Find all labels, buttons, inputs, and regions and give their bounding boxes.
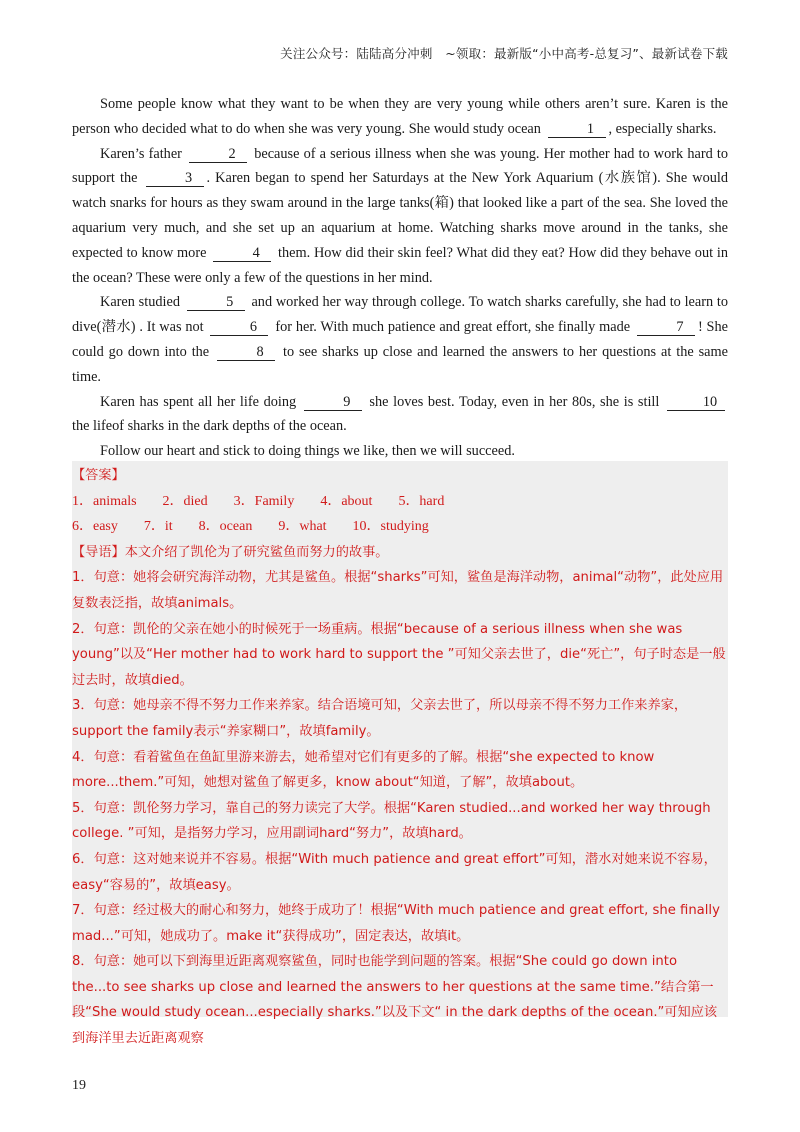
text: , especially sharks. [608,120,717,137]
explanation-7: 7．句意：经过极大的耐心和努力，她终于成功了！根据“With much patience and great effort, she finally mad...”可知，她成功了。make it“获得成功”，固定表达，故填it。 [72,903,720,944]
paragraph-5: Follow our heart and stick to doing things we like, then we will succeed. [100,443,515,460]
text: and worked her way through college. To watch sharks carefully, she had to learn to dive(潜水) . It was not [72,294,729,336]
text: them. How did their skin feel? What did they eat? How did they behave out in the ocean? These were only a few of the questions in her mind. [72,244,728,286]
reading-passage [72,92,728,464]
explanation-2: 2．句意：凯伦的父亲在她小的时候死于一场重病。根据“because of a serious illness when she was young”以及“Her mother had to work hard to support the ”可知父亲去世了，die“死亡”，句子时态是一般过去时，故填died。 [72,621,726,688]
answer-item: 9．what [278,519,327,535]
explanation-8: 8．句意：她可以下到海里近距离观察鲨鱼，同时也能学到问题的答案。根据“She could go down into the...to see sharks up close and learned the answers to her questions at the same time.”结合第一段“She would study ocean...especially sharks.”以及下文“ in the dark depths of the ocean.”可知应该到海洋里去近距离观察 [72,954,718,1047]
guide-text: 【导语】本文介绍了凯伦为了研究鲨鱼而努力的故事。 [72,544,389,560]
blank-4: 4 [213,245,271,262]
text: . Karen began to spend her Saturdays at the New York Aquarium (水族馆). She would watch snarks for hours as they swam around in the large tanks(箱) that looked like a part of the sea. She loved the aquarium very much, and she set up an aquarium at home. Watching sharks move around in the tanks, she expected to know more [72,170,728,261]
text: because of a serious illness when she was young. Her mother had to work hard to support the [72,145,728,187]
explanation-1: 1．句意：她将会研究海洋动物，尤其是鲨鱼。根据“sharks”可知，鲨鱼是海洋动物，animal“动物”，此处应用复数表泛指，故填animals。 [72,570,724,611]
paragraph-2 [72,142,728,291]
explanation-5: 5．句意：凯伦努力学习，靠自己的努力读完了大学。根据“Karen studied...and worked her way through college. ”可知，是指努力学习，应用副词hard“努力”，故填hard。 [72,800,711,842]
explanation-4: 4．句意：看着鲨鱼在鱼缸里游来游去，她希望对它们有更多的了解。根据“she expected to know more...them.”可知，她想对鲨鱼了解更多，know about“知道，了解”，故填about。 [72,749,655,791]
explanation-3: 3．句意：她母亲不得不努力工作来养家。结合语境可知，父亲去世了，所以母亲不得不努力工作来养家，support the family表示“养家糊口”，故填family。 [72,698,688,739]
text: Karen studied [100,294,184,311]
text: Some people know what they want to be when they are very young while others aren’t sure. Karen is the person who decided what to do when she was very young. She would study ocean [72,96,728,137]
page-number: 19 [72,1078,86,1093]
answer-section [72,461,728,1047]
blank-1: 1 [548,121,606,138]
answer-item: 3．Family [233,493,295,509]
blank-3: 3 [146,170,204,187]
text: to see sharks up close and learned the answers to her questions at the same time. [72,343,728,385]
paragraph-3 [72,290,728,389]
text: ! She could go down into the [72,319,728,360]
explanation-6: 6．句意：这对她来说并不容易。根据“With much patience and great effort”可知，潜水对她来说不容易，easy“容易的”，故填easy。 [72,851,717,893]
answer-item: 10．studying [352,519,429,535]
answer-item: 8．ocean [198,519,253,535]
blank-5: 5 [187,294,245,311]
blank-7: 7 [637,319,695,336]
blank-2: 2 [189,146,247,163]
blank-8: 8 [217,344,275,361]
answer-heading: 【答案】 [72,468,125,483]
answer-item: 4．about [320,493,373,509]
answer-list-row-2 [72,514,728,540]
paragraph-1 [72,92,728,142]
blank-9: 9 [304,394,362,411]
answer-item: 5．hard [398,493,445,509]
blank-10: 10 [667,394,725,411]
text: Karen has spent all her life doing [100,393,301,410]
answer-item: 7．it [143,519,173,535]
paragraph-4 [72,390,728,440]
page-header: 关注公众号：陆陆高分冲刺 ~领取：最新版“小中高考-总复习”、最新试卷下载 [280,46,728,61]
text: she loves best. Today, even in her 80s, she is still [364,393,665,410]
text: Karen’s father [100,145,187,162]
text: the lifeof sharks in the dark depths of the ocean. [72,418,347,435]
answer-item: 6．easy [72,519,118,535]
answer-item: 1．animals [72,493,137,509]
blank-6: 6 [210,319,268,336]
text: for her. With much patience and great effort, she finally made [271,319,634,336]
answer-list-row-1 [72,489,728,515]
answer-item: 2．died [162,493,208,509]
